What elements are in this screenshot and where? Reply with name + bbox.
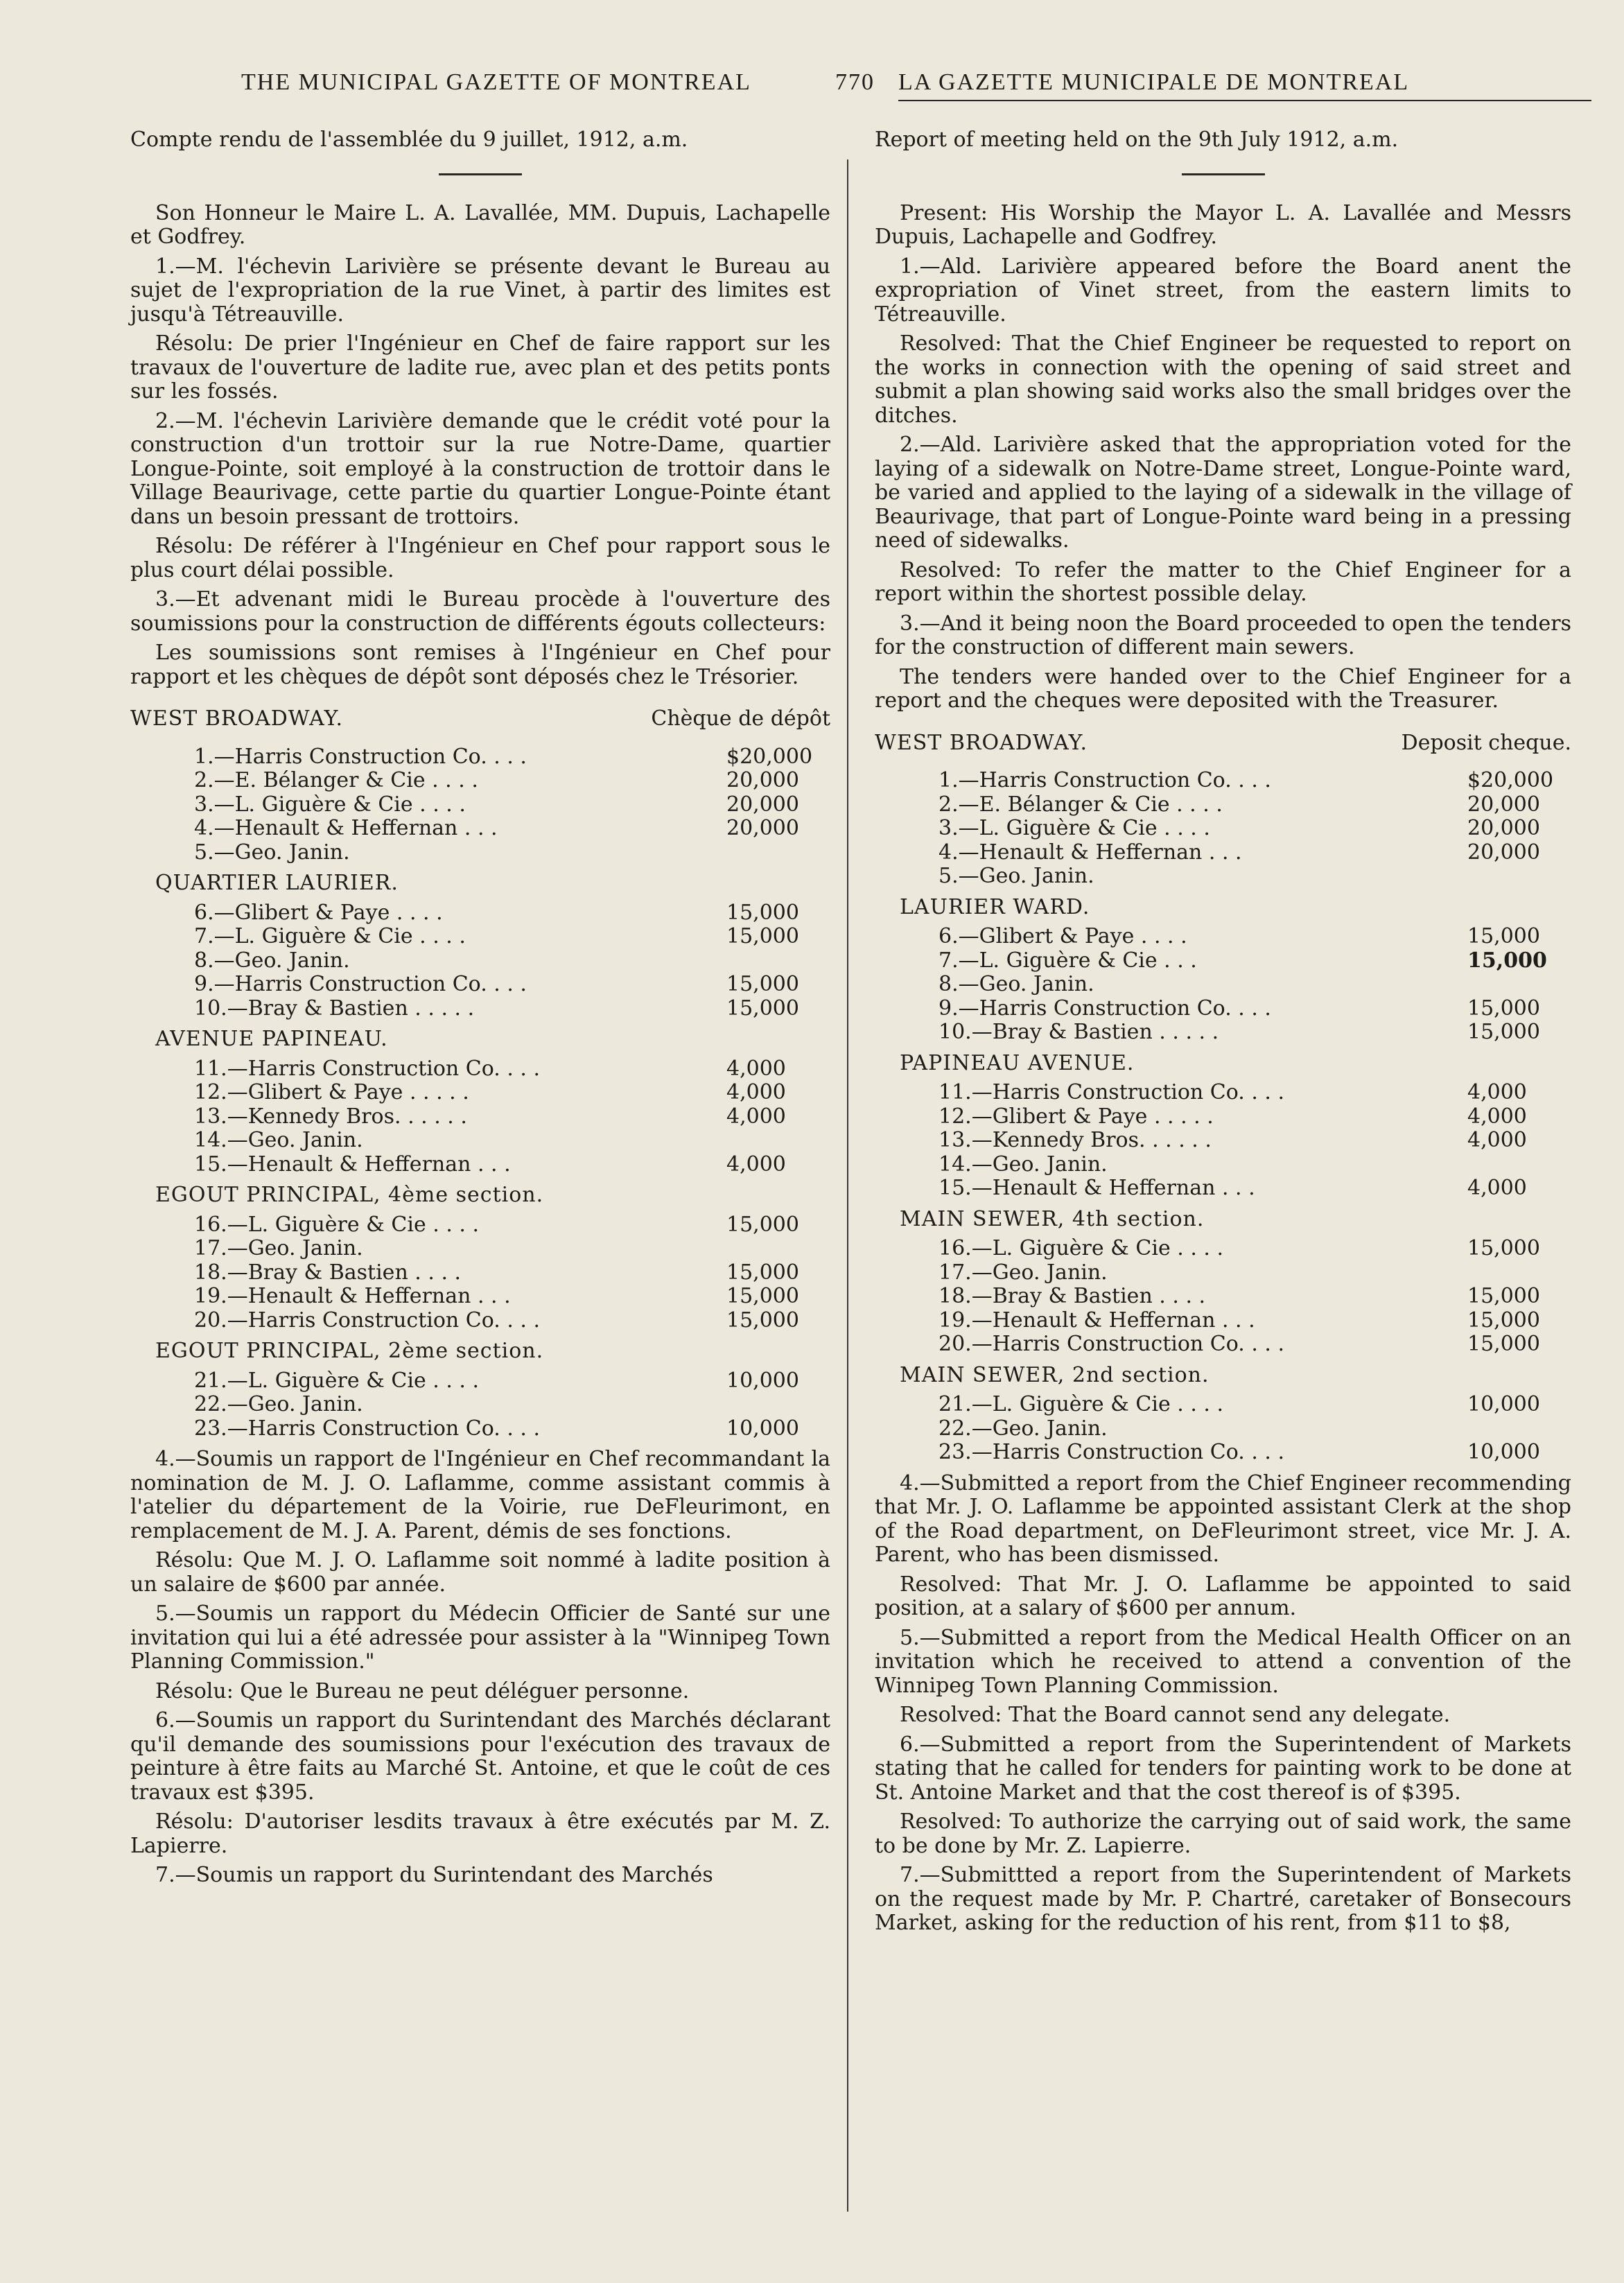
section-heading-row bbox=[875, 731, 1571, 756]
tender-amount: 4,000 bbox=[1467, 1104, 1527, 1129]
tender-amount: 4,000 bbox=[726, 1104, 786, 1129]
intro-paragraph: Résolu: De prier l'Ingénieur en Chef de faire rapport sur les travaux de l'ouverture de ladite rue, avec plan et des petits ponts sur les fossés. bbox=[130, 331, 830, 403]
tender-amount: 15,000 bbox=[726, 1212, 799, 1237]
tender-amount: 10,000 bbox=[1467, 1440, 1540, 1464]
tender-amount: 10,000 bbox=[726, 1368, 799, 1393]
tender-row bbox=[875, 1153, 1571, 1177]
tender-name: 7.—L. Giguère & Cie . . . bbox=[938, 948, 1197, 973]
tender-list bbox=[130, 1213, 830, 1333]
closing-paragraph: Résolu: Que le Bureau ne peut déléguer personne. bbox=[155, 1678, 690, 1703]
tender-row bbox=[130, 793, 830, 817]
meeting-title: Report of meeting held on the 9th July 1912, a.m. bbox=[875, 128, 1399, 152]
intro-paragraph: 1.—M. l'échevin Larivière se présente devant le Bureau au sujet de l'expropriation de la rue Vinet, à partir des limites est jusqu'à Tétreauville. bbox=[130, 254, 830, 327]
tender-row bbox=[875, 1417, 1571, 1441]
tender-row bbox=[130, 745, 830, 770]
closing-paragraph: 7.—Soumis un rapport du Surintendant des Marchés bbox=[155, 1863, 713, 1887]
tender-amount: 4,000 bbox=[726, 1152, 786, 1177]
title-rule bbox=[439, 173, 522, 175]
tender-row bbox=[130, 949, 830, 973]
tender-row bbox=[130, 1057, 830, 1082]
tender-amount bbox=[726, 949, 830, 973]
tender-amount: 15,000 bbox=[726, 900, 799, 925]
tender-row bbox=[875, 817, 1571, 841]
closing-paragraph: 6.—Submitted a report from the Superintendent of Markets stating that he called for tenders for painting work to be done at St. Antoine Market and that the cost thereof is of $395. bbox=[875, 1732, 1571, 1805]
tender-amount: 4,000 bbox=[1467, 1080, 1527, 1104]
tender-amount: 4,000 bbox=[726, 1080, 786, 1104]
tender-row bbox=[875, 1309, 1571, 1333]
tender-row bbox=[130, 901, 830, 926]
closing-paragraph: Resolved: That the Board cannot send any delegate. bbox=[900, 1703, 1451, 1727]
tender-amount: 15,000 bbox=[1467, 924, 1540, 948]
tender-name: 21.—L. Giguère & Cie . . . . bbox=[938, 1392, 1224, 1416]
tender-amount: $20,000 bbox=[726, 744, 813, 769]
tender-row bbox=[875, 1237, 1571, 1261]
tender-name: 8.—Geo. Janin. bbox=[194, 948, 350, 973]
tender-name: 6.—Glibert & Paye . . . . bbox=[194, 900, 443, 925]
tender-name: 9.—Harris Construction Co. . . . bbox=[194, 972, 527, 996]
tender-row bbox=[875, 1021, 1571, 1045]
tender-amount: 15,000 bbox=[1467, 948, 1547, 973]
tender-amount: 15,000 bbox=[1467, 1284, 1540, 1308]
closing-paragraph: 4.—Submitted a report from the Chief Engineer recommending that Mr. J. O. Laflamme be appointed assistant Clerk at the shop of the Road department, on DeFleurimont street, vice Mr. J. A. Parent, who has been dismissed. bbox=[875, 1470, 1571, 1567]
tender-amount bbox=[1467, 1153, 1571, 1177]
tender-amount: 20,000 bbox=[1467, 840, 1540, 865]
tender-name: 10.—Bray & Bastien . . . . . bbox=[194, 996, 475, 1021]
tender-name: 16.—L. Giguère & Cie . . . . bbox=[194, 1212, 480, 1237]
tender-amount bbox=[726, 1237, 830, 1261]
closing-paragraph: 5.—Soumis un rapport du Médecin Officier de Santé sur une invitation qui lui a été adressée pour assister à la "Winnipeg Town Planning Commission." bbox=[130, 1601, 830, 1674]
tender-amount bbox=[726, 1129, 830, 1153]
tender-name: 1.—Harris Construction Co. . . . bbox=[194, 744, 527, 769]
tender-row bbox=[130, 1417, 830, 1441]
tender-amount bbox=[726, 841, 830, 865]
tender-row bbox=[130, 1261, 830, 1285]
tender-name: 5.—Geo. Janin. bbox=[194, 840, 350, 865]
tender-name: 1.—Harris Construction Co. . . . bbox=[938, 768, 1271, 792]
intro-paragraph: Present: His Worship the Mayor L. A. Lavallée and Messrs Dupuis, Lachapelle and Godfrey. bbox=[875, 200, 1571, 249]
intro-paragraph: Les soumissions sont remises à l'Ingénieur en Chef pour rapport et les chèques de dépôt sont déposés chez le Trésorier. bbox=[130, 641, 830, 689]
title-rule bbox=[1182, 173, 1265, 175]
tender-amount: 4,000 bbox=[1467, 1176, 1527, 1200]
tender-row bbox=[875, 1177, 1571, 1201]
deposit-header: Deposit cheque. bbox=[1401, 730, 1571, 755]
tender-name: 21.—L. Giguère & Cie . . . . bbox=[194, 1368, 480, 1393]
intro-paragraph: Son Honneur le Maire L. A. Lavallée, MM. Dupuis, Lachapelle et Godfrey. bbox=[130, 200, 830, 249]
section-title: QUARTIER LAURIER. bbox=[155, 871, 399, 895]
tender-name: 7.—L. Giguère & Cie . . . . bbox=[194, 924, 466, 948]
tender-amount bbox=[1467, 1261, 1571, 1285]
tender-row bbox=[130, 1369, 830, 1394]
tender-name: 22.—Geo. Janin. bbox=[938, 1416, 1108, 1441]
tender-name: 20.—Harris Construction Co. . . . bbox=[938, 1332, 1285, 1356]
section-title: AVENUE PAPINEAU. bbox=[155, 1027, 388, 1051]
tender-row bbox=[130, 1129, 830, 1153]
tender-amount bbox=[1467, 865, 1571, 889]
tender-name: 13.—Kennedy Bros. . . . . . bbox=[194, 1104, 467, 1129]
french-column bbox=[130, 128, 830, 1893]
tender-name: 18.—Bray & Bastien . . . . bbox=[938, 1284, 1206, 1308]
tender-name: 3.—L. Giguère & Cie . . . . bbox=[194, 792, 466, 817]
tender-row bbox=[875, 1081, 1571, 1105]
tender-row bbox=[875, 1441, 1571, 1465]
tender-list bbox=[875, 1081, 1571, 1201]
tender-row bbox=[130, 1393, 830, 1417]
tender-row bbox=[875, 949, 1571, 973]
tender-list bbox=[130, 745, 830, 865]
tender-name: 19.—Henault & Heffernan . . . bbox=[194, 1284, 511, 1308]
tender-amount: 15,000 bbox=[726, 1260, 799, 1285]
tender-row bbox=[130, 997, 830, 1021]
tender-name: 23.—Harris Construction Co. . . . bbox=[194, 1416, 541, 1441]
tender-list bbox=[875, 769, 1571, 889]
tender-list bbox=[130, 901, 830, 1021]
section-heading-row bbox=[130, 707, 830, 731]
tender-row bbox=[875, 1285, 1571, 1309]
tender-name: 9.—Harris Construction Co. . . . bbox=[938, 996, 1271, 1021]
header-title-english: THE MUNICIPAL GAZETTE OF MONTREAL bbox=[241, 69, 751, 95]
tender-name: 2.—E. Bélanger & Cie . . . . bbox=[938, 792, 1223, 817]
tender-name: 6.—Glibert & Paye . . . . bbox=[938, 924, 1187, 948]
closing-paragraph: Résolu: D'autoriser lesdits travaux à être exécutés par M. Z. Lapierre. bbox=[130, 1809, 830, 1858]
tender-name: 22.—Geo. Janin. bbox=[194, 1392, 363, 1416]
tender-row bbox=[130, 1213, 830, 1238]
tender-amount: 20,000 bbox=[1467, 792, 1540, 817]
tender-row bbox=[130, 1285, 830, 1309]
tender-name: 12.—Glibert & Paye . . . . . bbox=[194, 1080, 469, 1104]
tender-amount: 10,000 bbox=[726, 1416, 799, 1441]
meeting-title: Compte rendu de l'assemblée du 9 juillet, 1912, a.m. bbox=[130, 128, 688, 152]
intro-paragraph: Resolved: To refer the matter to the Chief Engineer for a report within the shortest possible delay. bbox=[875, 557, 1571, 606]
tender-name: 14.—Geo. Janin. bbox=[938, 1152, 1108, 1177]
intro-paragraph: 3.—Et advenant midi le Bureau procède à l'ouverture des soumissions pour la construction de différents égouts collecteurs: bbox=[130, 587, 830, 636]
tender-row bbox=[875, 1393, 1571, 1417]
tender-row bbox=[130, 925, 830, 949]
tender-amount: $20,000 bbox=[1467, 768, 1554, 792]
section-title: MAIN SEWER, 4th section. bbox=[900, 1206, 1205, 1231]
section-title: EGOUT PRINCIPAL, 2ème section. bbox=[155, 1339, 544, 1363]
english-column bbox=[875, 128, 1571, 1941]
tender-amount: 15,000 bbox=[1467, 996, 1540, 1021]
intro-paragraph: 3.—And it being noon the Board proceeded to open the tenders for the construction of different main sewers. bbox=[875, 611, 1571, 659]
tender-name: 17.—Geo. Janin. bbox=[194, 1236, 363, 1260]
tender-row bbox=[875, 1129, 1571, 1153]
tender-list bbox=[875, 1237, 1571, 1357]
section-title: WEST BROADWAY. bbox=[875, 730, 1088, 755]
tender-name: 11.—Harris Construction Co. . . . bbox=[938, 1080, 1285, 1104]
tender-list bbox=[875, 925, 1571, 1045]
tender-name: 12.—Glibert & Paye . . . . . bbox=[938, 1104, 1214, 1129]
tender-amount: 15,000 bbox=[1467, 1308, 1540, 1333]
closing-paragraph: 5.—Submitted a report from the Medical Health Officer on an invitation which he received to attend a convention of the Winnipeg Town Planning Commission. bbox=[875, 1625, 1571, 1698]
tender-amount: 20,000 bbox=[1467, 816, 1540, 840]
tender-amount: 20,000 bbox=[726, 816, 799, 840]
tender-name: 14.—Geo. Janin. bbox=[194, 1128, 363, 1152]
intro-paragraph: The tenders were handed over to the Chief Engineer for a report and the cheques were deposited with the Treasurer. bbox=[875, 664, 1571, 713]
tender-name: 4.—Henault & Heffernan . . . bbox=[194, 816, 498, 840]
closing-paragraph: 7.—Submittted a report from the Superintendent of Markets on the request made by Mr. P. Chartré, caretaker of Bonsecours Market, asking for the reduction of his rent, from $11 to $8, bbox=[875, 1863, 1571, 1935]
section-title: MAIN SEWER, 2nd section. bbox=[900, 1362, 1210, 1387]
intro-paragraph: 1.—Ald. Larivière appeared before the Board anent the expropriation of Vinet street, from the eastern limits to Tétreauville. bbox=[875, 254, 1571, 327]
column-divider bbox=[847, 159, 848, 2212]
intro-paragraph: 2.—M. l'échevin Larivière demande que le crédit voté pour la construction d'un trottoir sur la rue Notre-Dame, quartier Longue-Pointe, soit employé à la construction de trottoir dans le Village Beaurivage, cette partie du quartier Longue-Pointe étant dans un besoin pressant de trottoirs. bbox=[130, 408, 830, 529]
tender-amount: 10,000 bbox=[1467, 1392, 1540, 1416]
tender-amount: 4,000 bbox=[1467, 1128, 1527, 1152]
closing-paragraph: Resolved: That Mr. J. O. Laflamme be appointed to said position, at a salary of $600 per annum. bbox=[875, 1572, 1571, 1620]
tender-name: 5.—Geo. Janin. bbox=[938, 864, 1094, 888]
tender-row bbox=[130, 1105, 830, 1129]
tender-amount: 4,000 bbox=[726, 1056, 786, 1081]
section-title: EGOUT PRINCIPAL, 4ème section. bbox=[155, 1183, 544, 1207]
tender-amount: 15,000 bbox=[1467, 1332, 1540, 1356]
tender-name: 15.—Henault & Heffernan . . . bbox=[194, 1152, 511, 1177]
tender-row bbox=[875, 997, 1571, 1021]
closing-paragraph: 6.—Soumis un rapport du Surintendant des Marchés déclarant qu'il demande des soumissions pour l'exécution des travaux de peinture à être faits au Marché St. Antoine, et que le coût de ces travaux est $395. bbox=[130, 1708, 830, 1805]
tender-amount bbox=[726, 1393, 830, 1417]
tender-row bbox=[130, 1081, 830, 1105]
tender-row bbox=[130, 1153, 830, 1177]
tender-row bbox=[875, 793, 1571, 817]
tender-row bbox=[130, 1237, 830, 1261]
tender-row bbox=[875, 841, 1571, 865]
tender-list bbox=[130, 1057, 830, 1177]
tender-name: 17.—Geo. Janin. bbox=[938, 1260, 1108, 1285]
tender-row bbox=[875, 769, 1571, 793]
closing-paragraph: Resolved: To authorize the carrying out of said work, the same to be done by Mr. Z. Lapierre. bbox=[875, 1809, 1571, 1858]
closing-paragraph: 4.—Soumis un rapport de l'Ingénieur en Chef recommandant la nomination de M. J. O. Laflamme, comme assistant commis à l'atelier du département de la Voirie, rue DeFleurimont, en remplacement de M. J. A. Parent, démis de ses fonctions. bbox=[130, 1447, 830, 1543]
tender-amount: 15,000 bbox=[726, 924, 799, 948]
tender-row bbox=[875, 1105, 1571, 1129]
section-title: PAPINEAU AVENUE. bbox=[900, 1050, 1135, 1075]
tender-row bbox=[130, 973, 830, 997]
tender-row bbox=[130, 841, 830, 865]
tender-row bbox=[875, 1333, 1571, 1357]
tender-amount: 15,000 bbox=[726, 1284, 799, 1308]
tender-name: 2.—E. Bélanger & Cie . . . . bbox=[194, 768, 478, 792]
tender-name: 10.—Bray & Bastien . . . . . bbox=[938, 1020, 1219, 1044]
intro-paragraph: 2.—Ald. Larivière asked that the appropriation voted for the laying of a sidewalk on Notre-Dame street, Longue-Pointe ward, be varied and applied to the laying of a sidewalk in the village of Beaurivage, that part of Longue-Pointe ward being in a pressing need of sidewalks. bbox=[875, 433, 1571, 553]
tender-list bbox=[130, 1369, 830, 1441]
tender-name: 13.—Kennedy Bros. . . . . . bbox=[938, 1128, 1212, 1152]
tender-name: 11.—Harris Construction Co. . . . bbox=[194, 1056, 541, 1081]
intro-paragraph: Résolu: De référer à l'Ingénieur en Chef pour rapport sous le plus court délai possible. bbox=[130, 534, 830, 582]
tender-amount: 15,000 bbox=[726, 972, 799, 996]
tender-row bbox=[130, 1309, 830, 1333]
tender-name: 15.—Henault & Heffernan . . . bbox=[938, 1176, 1255, 1200]
tender-amount: 15,000 bbox=[726, 996, 799, 1021]
tender-list bbox=[875, 1393, 1571, 1465]
section-title: LAURIER WARD. bbox=[900, 894, 1090, 919]
tender-amount: 15,000 bbox=[1467, 1020, 1540, 1044]
tender-name: 20.—Harris Construction Co. . . . bbox=[194, 1308, 541, 1333]
header-rule bbox=[898, 100, 1591, 101]
tender-amount: 20,000 bbox=[726, 792, 799, 817]
header-title-french: LA GAZETTE MUNICIPALE DE MONTREAL bbox=[898, 69, 1410, 95]
tender-row bbox=[875, 973, 1571, 997]
tender-row bbox=[875, 865, 1571, 889]
page-header bbox=[0, 64, 1624, 105]
intro-paragraph: Resolved: That the Chief Engineer be requested to report on the works in connection with the opening of said street and submit a plan showing said works also the small bridges over the ditches. bbox=[875, 331, 1571, 428]
tender-amount bbox=[1467, 1417, 1571, 1441]
closing-paragraph: Résolu: Que M. J. O. Laflamme soit nommé à ladite position à un salaire de $600 par année. bbox=[130, 1548, 830, 1597]
tender-amount: 15,000 bbox=[1467, 1236, 1540, 1260]
tender-name: 3.—L. Giguère & Cie . . . . bbox=[938, 816, 1210, 840]
tender-name: 18.—Bray & Bastien . . . . bbox=[194, 1260, 462, 1285]
tender-amount: 20,000 bbox=[726, 768, 799, 792]
tender-name: 23.—Harris Construction Co. . . . bbox=[938, 1440, 1285, 1464]
tender-name: 4.—Henault & Heffernan . . . bbox=[938, 840, 1242, 865]
tender-amount bbox=[1467, 973, 1571, 997]
tender-row bbox=[875, 925, 1571, 949]
tender-name: 8.—Geo. Janin. bbox=[938, 972, 1094, 996]
tender-row bbox=[875, 1261, 1571, 1285]
deposit-header: Chèque de dépôt bbox=[651, 706, 830, 731]
page-number: 770 bbox=[835, 69, 875, 95]
tender-name: 19.—Henault & Heffernan . . . bbox=[938, 1308, 1255, 1333]
tender-row bbox=[130, 769, 830, 793]
tender-amount: 15,000 bbox=[726, 1308, 799, 1333]
tender-row bbox=[130, 817, 830, 841]
section-title: WEST BROADWAY. bbox=[130, 706, 344, 731]
tender-name: 16.—L. Giguère & Cie . . . . bbox=[938, 1236, 1224, 1260]
